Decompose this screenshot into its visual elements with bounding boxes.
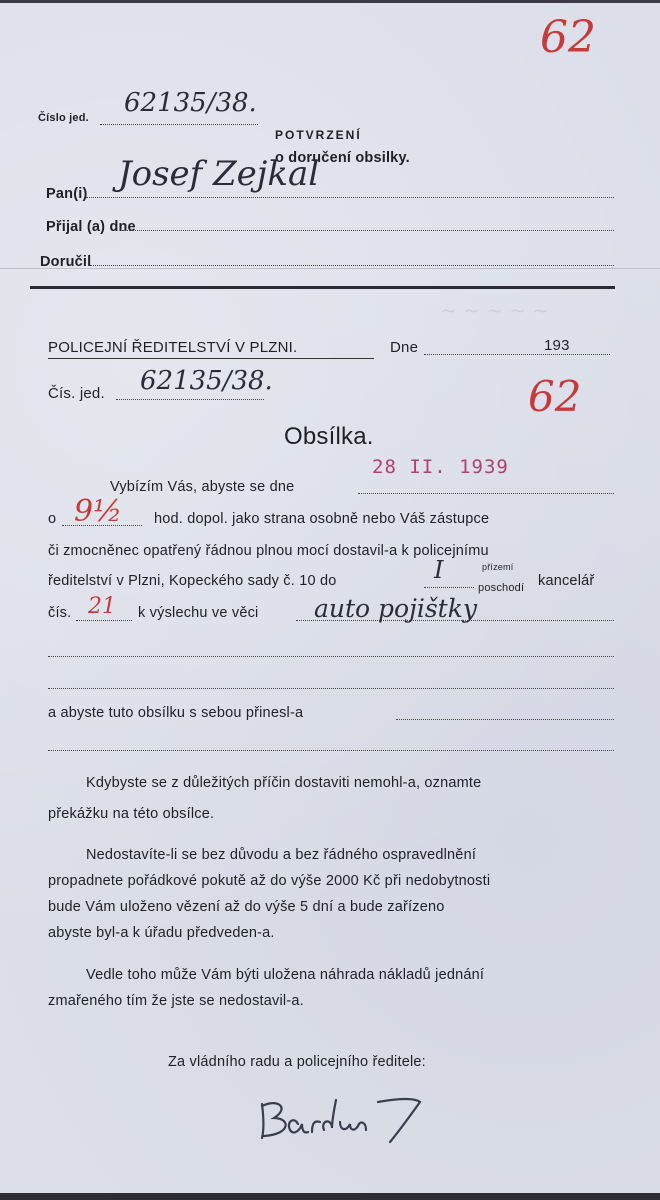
floor-value: I [434,556,444,584]
receipt-number-label: Číslo jed. [38,112,89,124]
file-number-line [116,399,264,400]
ground-floor-label: přízemí [482,562,514,572]
notice-2-line-4: abyste byl-a k úřadu předveden-a. [48,925,275,941]
closing-text: Za vládního radu a policejního ředitele: [168,1054,426,1070]
receipt-recipient-label: Pan(i) [46,186,88,202]
file-number-value: 62135/38. [140,366,273,396]
top-edge [0,0,660,3]
address-text: ředitelství v Plzni, Kopeckého sady č. 10 do [48,573,337,589]
bring-line [396,719,614,720]
date-line [424,354,610,355]
receipt-title: POTVRZENÍ [275,128,362,142]
invite-text: Vybízím Vás, abyste se dne [110,479,295,495]
blank-line-3 [48,750,614,751]
hearing-text: k výslechu ve věci [138,605,259,621]
receipt-subtitle: o doručení obsilky. [275,150,410,166]
floor-label: poschodí [478,582,525,594]
notice-3-line-2: zmařeného tím že jste se nedostavil-a. [48,993,304,1009]
notice-1-line-2: překážku na této obsílce. [48,806,215,822]
show-through-watermark: ~ ~ ~ ~ ~ [440,298,550,322]
matter-value: auto pojištky [314,594,478,623]
separator-rule [30,286,615,289]
page-number: 62 [540,12,596,63]
date-stamp: 28 II. 1939 [372,456,509,478]
floor-line [424,587,474,588]
hour-text: hod. dopol. jako strana osobně nebo Váš zástupce [154,511,490,527]
blank-line-1 [48,656,614,657]
receipt-delivered-line [90,265,614,266]
office-underline [48,358,374,359]
date-label: Dne [390,339,419,356]
receipt-delivered-label: Doručil [40,254,92,270]
receipt-recipient-value: Josef Zejkal [118,154,320,194]
date-fill-line [358,493,614,494]
fold-line [0,268,660,269]
notice-2-line-2: propadnete pořádkové pokutě až do výše 2000 Kč při nedobytnosti [48,873,491,889]
notice-2-line-3: bude Vám uloženo vězení až do výše 5 dní a bude zařízeno [48,899,445,915]
room-line [76,620,132,621]
notice-1-line-1: Kdybyste se z důležitých příčin dostaviti nemohl-a, oznamte [86,775,482,791]
signature [250,1090,430,1150]
office-name: POLICEJNÍ ŘEDITELSTVÍ V PLZNI. [48,339,298,356]
room-value: 21 [88,594,116,619]
notice-3-line-1: Vedle toho může Vám býti uložena náhrada nákladů jednání [86,967,485,983]
notice-2-line-1: Nedostavíte-li se bez důvodu a bez řádného ospravedlnění [86,847,477,863]
receipt-received-label: Přijal (a) dne [46,219,136,235]
year-prefix: 193 [544,337,570,354]
receipt-received-line [122,230,614,231]
office-room-label: kancelář [538,573,595,589]
receipt-number-value: 62135/38. [124,88,257,118]
file-number-red: 62 [528,372,582,421]
proxy-text: či zmocněnec opatřený řádnou plnou mocí dostavil-a k policejnímu [48,543,489,559]
hour-o-label: o [48,511,57,527]
room-number-label: čís. [48,605,72,621]
blank-line-2 [48,688,614,689]
receipt-number-line [100,124,258,125]
bottom-edge [0,1193,660,1200]
document-title: Obsílka. [284,423,374,450]
bring-summons-text: a abyste tuto obsílku s sebou přinesl-a [48,705,304,721]
hour-value: 9½ [74,494,123,529]
receipt-recipient-line [86,197,614,198]
file-number-label: Čís. jed. [48,385,105,402]
